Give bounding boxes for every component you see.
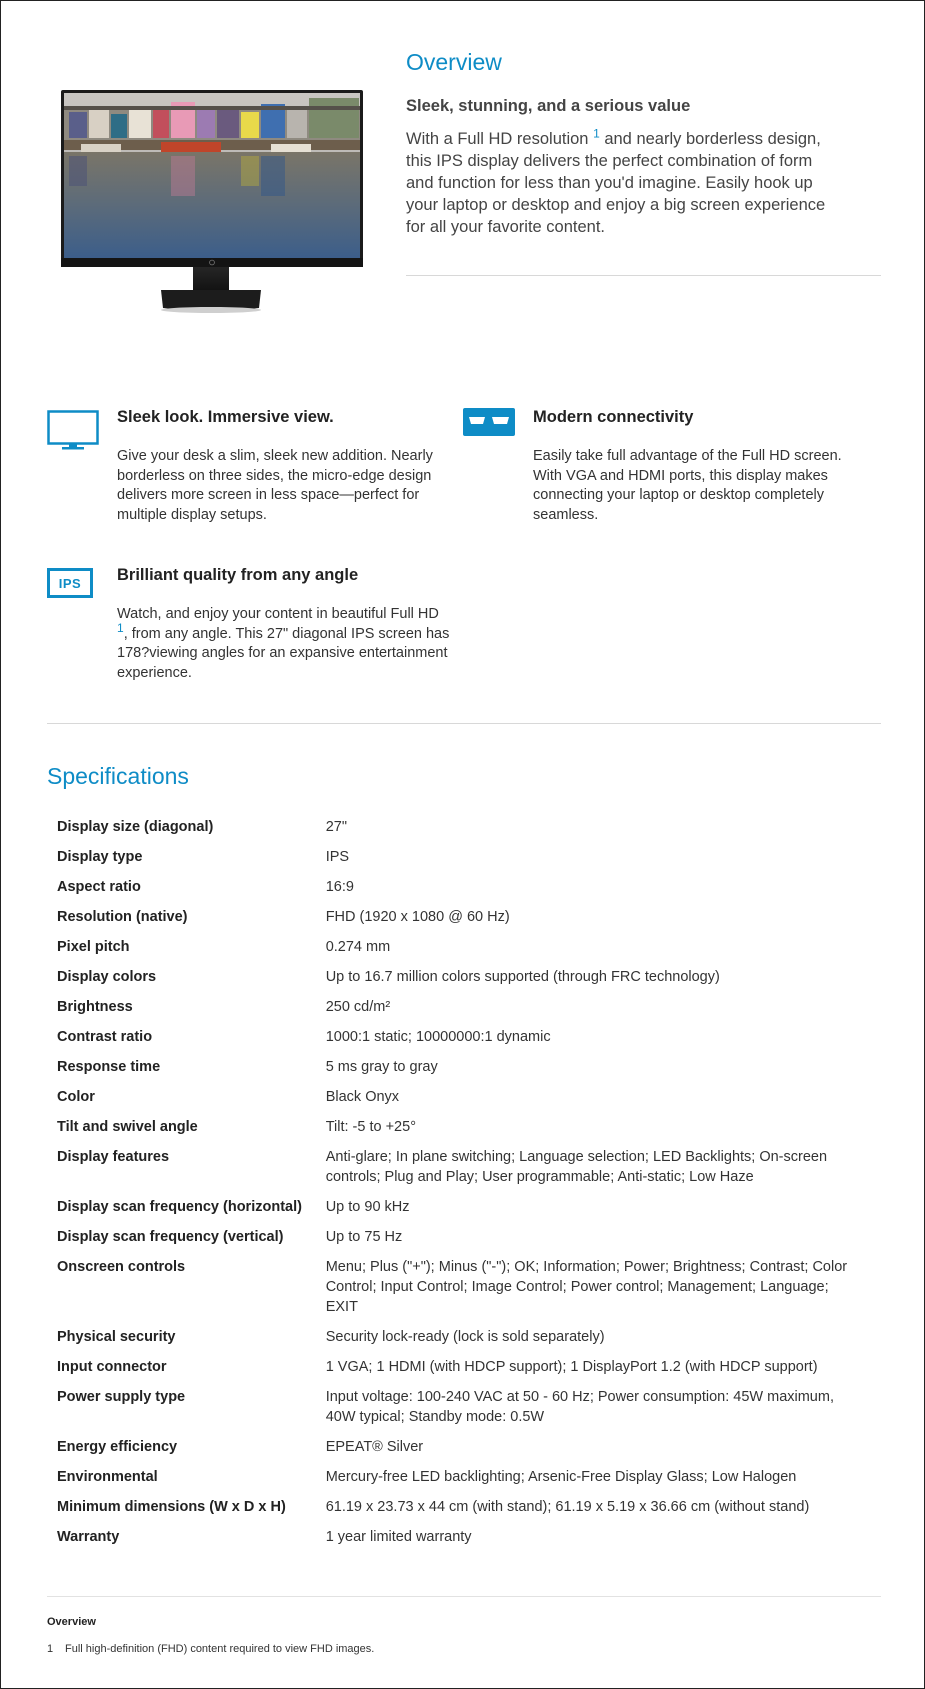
spec-row: [57, 1387, 857, 1437]
spec-row: [57, 1357, 857, 1387]
spec-label: Energy efficiency: [57, 1439, 178, 1455]
feature-body-text-cont: , from any angle. This 27" diagonal IPS screen has 178?viewing angles for an expansive entertainment experience.: [117, 625, 450, 681]
footnote-item: [47, 1643, 374, 1655]
spec-row: [57, 877, 857, 907]
spec-label: Display colors: [57, 969, 157, 985]
specifications-table: [57, 817, 857, 1557]
spec-row: [57, 1497, 857, 1527]
divider: [406, 275, 881, 276]
spec-value: 27": [325, 819, 347, 835]
spec-value: Input voltage: 100-240 VAC at 50 - 60 Hz; Power consumption: 45W maximum, 40W typical; Standby mode: 0.5W: [325, 1389, 834, 1425]
spec-label: Aspect ratio: [57, 879, 141, 895]
feature-brilliant-quality: [58, 566, 452, 683]
spec-label: Contrast ratio: [57, 1029, 153, 1045]
overview-subheading: Sleek, stunning, and a serious value: [406, 97, 691, 115]
spec-row: [57, 1257, 857, 1327]
feature-modern-connectivity: [533, 408, 868, 525]
feature-body-text: Watch, and enjoy your content in beautiful Full HD: [117, 606, 439, 622]
footnote-ref-link[interactable]: 1: [117, 620, 124, 635]
footnote-text: Full high-definition (FHD) content required to view FHD images.: [65, 1643, 375, 1655]
spec-value: 61.19 x 23.73 x 44 cm (with stand); 61.19 x 5.19 x 36.66 cm (without stand): [325, 1499, 810, 1515]
spec-value: 5 ms gray to gray: [325, 1059, 438, 1075]
spec-label: Display features: [57, 1149, 170, 1165]
spec-label: Color: [57, 1089, 95, 1105]
spec-row: [57, 937, 857, 967]
overview-text-block: [406, 49, 881, 238]
spec-row: [57, 1467, 857, 1497]
spec-value: Mercury-free LED backlighting; Arsenic-Free Display Glass; Low Halogen: [325, 1469, 797, 1485]
spec-value: 250 cd/m²: [325, 999, 391, 1015]
overview-body-text: With a Full HD resolution: [406, 130, 594, 148]
spec-label: Power supply type: [57, 1389, 186, 1405]
spec-row: [57, 1147, 857, 1197]
monitor-product-image: [61, 90, 363, 322]
overview-body-text-cont: and nearly borderless design, this IPS display delivers the perfect combination of form and function for less than you'd imagine. Easily hook up your laptop or desktop and enjoy a big screen experience for all your favorite content.: [406, 130, 826, 236]
footnotes-heading: Overview: [47, 1616, 96, 1628]
spec-label: Pixel pitch: [57, 939, 130, 955]
spec-row: [57, 847, 857, 877]
spec-value: 0.274 mm: [325, 939, 391, 955]
spec-row: [57, 967, 857, 997]
spec-value: Up to 90 kHz: [325, 1199, 410, 1215]
spec-value: Security lock-ready (lock is sold separately): [325, 1329, 605, 1345]
divider: [47, 1596, 881, 1597]
spec-value: 1 VGA; 1 HDMI (with HDCP support); 1 DisplayPort 1.2 (with HDCP support): [325, 1359, 818, 1375]
spec-label: Onscreen controls: [57, 1259, 186, 1275]
spec-value: IPS: [325, 849, 350, 865]
divider: [47, 723, 881, 724]
feature-sleek-look: [117, 408, 452, 525]
spec-value: 1000:1 static; 10000000:1 dynamic: [325, 1029, 551, 1045]
spec-value: 16:9: [325, 879, 354, 895]
spec-value: Anti-glare; In plane switching; Language selection; LED Backlights; On-screen controls; Plug and Play; User programmable; Anti-static; Low Haze: [325, 1149, 828, 1185]
footnote-number: 1: [47, 1643, 54, 1655]
spec-value: FHD (1920 x 1080 @ 60 Hz): [325, 909, 510, 925]
spec-value: Tilt: -5 to +25°: [325, 1119, 416, 1135]
spec-row: [57, 1027, 857, 1057]
overview-body: [406, 128, 831, 238]
monitor-icon: [47, 410, 99, 452]
ips-icon: [47, 568, 93, 598]
spec-label: Display type: [57, 849, 143, 865]
spec-row: [57, 1437, 857, 1467]
spec-value: Black Onyx: [325, 1089, 400, 1105]
spec-row: [57, 997, 857, 1027]
ips-icon-label: IPS: [58, 575, 82, 591]
spec-value: 1 year limited warranty: [325, 1529, 472, 1545]
spec-row: [57, 1087, 857, 1117]
spec-value: Up to 16.7 million colors supported (through FRC technology): [325, 969, 720, 985]
feature-title: Brilliant quality from any angle: [117, 566, 359, 584]
ports-icon: [463, 408, 515, 438]
feature-body: Give your desk a slim, sleek new addition. Nearly borderless on three sides, the micro-edge design delivers more screen in less space—perfect for multiple display setups.: [117, 448, 433, 523]
spec-label: Resolution (native): [57, 909, 188, 925]
spec-label: Physical security: [57, 1329, 176, 1345]
specifications-heading: Specifications: [47, 763, 189, 789]
spec-label: Minimum dimensions (W x D x H): [57, 1499, 286, 1515]
spec-row: [57, 817, 857, 847]
feature-title: Sleek look. Immersive view.: [117, 408, 334, 426]
spec-row: [57, 1527, 857, 1557]
overview-heading: Overview: [406, 49, 502, 75]
spec-value: Menu; Plus ("+"); Minus ("-"); OK; Information; Power; Brightness; Contrast; Color Control; Input Control; Image Control; Power control; Management; Language; EXIT: [325, 1259, 848, 1315]
overview-section: [1, 1, 924, 341]
feature-body: [117, 605, 452, 683]
spec-label: Environmental: [57, 1469, 158, 1485]
spec-label: Tilt and swivel angle: [57, 1119, 198, 1135]
spec-label: Warranty: [57, 1529, 120, 1545]
spec-row: [57, 1117, 857, 1147]
footnote-ref-link[interactable]: 1: [593, 126, 600, 141]
spec-row: [57, 1327, 857, 1357]
spec-row: [57, 1197, 857, 1227]
spec-label: Display size (diagonal): [57, 819, 214, 835]
spec-label: Display scan frequency (vertical): [57, 1229, 284, 1245]
spec-row: [57, 907, 857, 937]
feature-title: Modern connectivity: [533, 408, 694, 426]
spec-label: Brightness: [57, 999, 133, 1015]
spec-label: Display scan frequency (horizontal): [57, 1199, 302, 1215]
spec-label: Input connector: [57, 1359, 167, 1375]
spec-row: [57, 1057, 857, 1087]
spec-value: Up to 75 Hz: [325, 1229, 403, 1245]
spec-row: [57, 1227, 857, 1257]
spec-label: Response time: [57, 1059, 161, 1075]
feature-body: Easily take full advantage of the Full HD screen. With VGA and HDMI ports, this display makes connecting your laptop or desktop completely seamless.: [533, 448, 842, 523]
spec-value: EPEAT® Silver: [325, 1439, 424, 1455]
